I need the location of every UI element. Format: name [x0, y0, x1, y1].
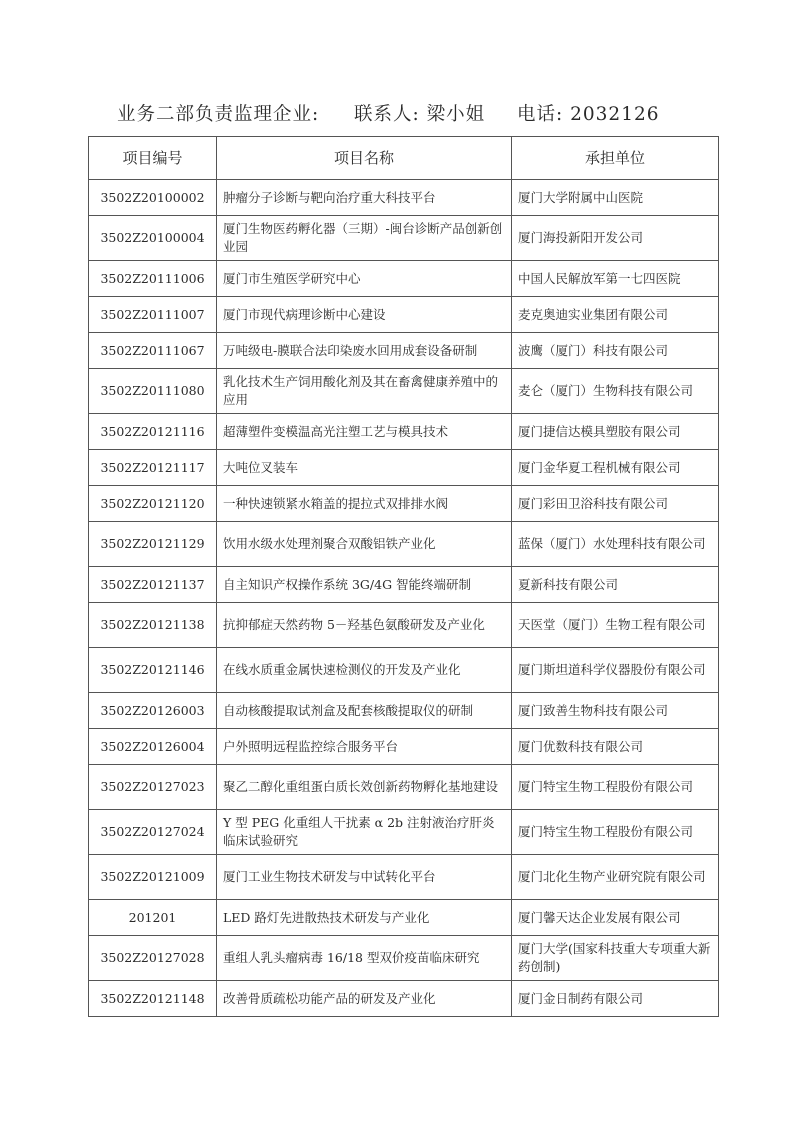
project-name-cell: LED 路灯先进散热技术研发与产业化 [217, 900, 512, 936]
project-name-cell: 大吨位叉装车 [217, 450, 512, 486]
project-name-cell: Y 型 PEG 化重组人干扰素 α 2b 注射液治疗肝炎临床试验研究 [217, 810, 512, 855]
project-name-cell: 厦门市现代病理诊断中心建设 [217, 297, 512, 333]
project-code-cell: 3502Z20126004 [89, 729, 217, 765]
project-name-cell: 乳化技术生产饲用酸化剂及其在畜禽健康养殖中的应用 [217, 369, 512, 414]
project-code-cell: 3502Z20121120 [89, 486, 217, 522]
table-row [89, 297, 719, 333]
project-unit-cell: 厦门优数科技有限公司 [512, 729, 719, 765]
project-unit-cell: 厦门大学(国家科技重大专项重大新药创制) [512, 936, 719, 981]
project-unit-cell: 厦门金华夏工程机械有限公司 [512, 450, 719, 486]
project-name-cell: 在线水质重金属快速检测仪的开发及产业化 [217, 648, 512, 693]
project-unit-cell: 麦克奥迪实业集团有限公司 [512, 297, 719, 333]
page-header [117, 100, 717, 126]
project-table [88, 136, 719, 1017]
project-code-cell: 201201 [89, 900, 217, 936]
project-unit-cell: 天医堂（厦门）生物工程有限公司 [512, 603, 719, 648]
project-code-cell: 3502Z20121117 [89, 450, 217, 486]
column-header-name: 项目名称 [217, 137, 512, 180]
project-unit-cell: 厦门金日制药有限公司 [512, 981, 719, 1017]
project-unit-cell: 厦门北化生物产业研究院有限公司 [512, 855, 719, 900]
project-code-cell: 3502Z20127023 [89, 765, 217, 810]
column-header-code: 项目编号 [89, 137, 217, 180]
table-row [89, 603, 719, 648]
project-unit-cell: 波鹰（厦门）科技有限公司 [512, 333, 719, 369]
project-name-cell: 自主知识产权操作系统 3G/4G 智能终端研制 [217, 567, 512, 603]
table-row [89, 900, 719, 936]
table-row [89, 180, 719, 216]
project-unit-cell: 夏新科技有限公司 [512, 567, 719, 603]
table-row [89, 567, 719, 603]
project-name-cell: 厦门市生殖医学研究中心 [217, 261, 512, 297]
project-unit-cell: 厦门特宝生物工程股份有限公司 [512, 810, 719, 855]
phone-label: 电话: 2032126 [517, 104, 660, 125]
table-row [89, 333, 719, 369]
table-header-row [89, 137, 719, 180]
table-row [89, 765, 719, 810]
project-code-cell: 3502Z20121138 [89, 603, 217, 648]
table-row [89, 522, 719, 567]
project-code-cell: 3502Z20121137 [89, 567, 217, 603]
project-name-cell: 万吨级电-膜联合法印染废水回用成套设备研制 [217, 333, 512, 369]
project-unit-cell: 厦门彩田卫浴科技有限公司 [512, 486, 719, 522]
project-unit-cell: 厦门致善生物科技有限公司 [512, 693, 719, 729]
table-row [89, 261, 719, 297]
project-name-cell: 超薄塑件变模温高光注塑工艺与模具技术 [217, 414, 512, 450]
table-row [89, 414, 719, 450]
project-code-cell: 3502Z20121009 [89, 855, 217, 900]
project-name-cell: 聚乙二醇化重组蛋白质长效创新药物孵化基地建设 [217, 765, 512, 810]
contact-label: 联系人: 梁小姐 [354, 104, 486, 125]
table-row [89, 450, 719, 486]
project-name-cell: 厦门生物医药孵化器（三期）-闽台诊断产品创新创业园 [217, 216, 512, 261]
project-unit-cell: 厦门特宝生物工程股份有限公司 [512, 765, 719, 810]
project-code-cell: 3502Z20121116 [89, 414, 217, 450]
table-row [89, 855, 719, 900]
project-unit-cell: 厦门捷信达模具塑胶有限公司 [512, 414, 719, 450]
project-unit-cell: 厦门馨天达企业发展有限公司 [512, 900, 719, 936]
department-label: 业务二部负责监理企业: [117, 104, 320, 125]
project-code-cell: 3502Z20121129 [89, 522, 217, 567]
project-code-cell: 3502Z20111007 [89, 297, 217, 333]
project-unit-cell: 中国人民解放军第一七四医院 [512, 261, 719, 297]
table-row [89, 648, 719, 693]
project-name-cell: 抗抑郁症天然药物 5－羟基色氨酸研发及产业化 [217, 603, 512, 648]
table-row [89, 729, 719, 765]
project-name-cell: 重组人乳头瘤病毒 16/18 型双价疫苗临床研究 [217, 936, 512, 981]
project-unit-cell: 厦门海投新阳开发公司 [512, 216, 719, 261]
project-code-cell: 3502Z20127028 [89, 936, 217, 981]
project-code-cell: 3502Z20121146 [89, 648, 217, 693]
project-name-cell: 饮用水级水处理剂聚合双酸铝铁产业化 [217, 522, 512, 567]
table-row [89, 216, 719, 261]
project-unit-cell: 蓝保（厦门）水处理科技有限公司 [512, 522, 719, 567]
project-code-cell: 3502Z20126003 [89, 693, 217, 729]
table-row [89, 369, 719, 414]
project-code-cell: 3502Z20100004 [89, 216, 217, 261]
project-code-cell: 3502Z20111080 [89, 369, 217, 414]
table-row [89, 693, 719, 729]
table-row [89, 936, 719, 981]
table-row [89, 981, 719, 1017]
table-row [89, 486, 719, 522]
project-name-cell: 改善骨质疏松功能产品的研发及产业化 [217, 981, 512, 1017]
project-code-cell: 3502Z20127024 [89, 810, 217, 855]
project-name-cell: 肿瘤分子诊断与靶向治疗重大科技平台 [217, 180, 512, 216]
project-unit-cell: 厦门大学附属中山医院 [512, 180, 719, 216]
project-code-cell: 3502Z20111006 [89, 261, 217, 297]
project-unit-cell: 厦门斯坦道科学仪器股份有限公司 [512, 648, 719, 693]
project-name-cell: 自动核酸提取试剂盒及配套核酸提取仪的研制 [217, 693, 512, 729]
project-name-cell: 厦门工业生物技术研发与中试转化平台 [217, 855, 512, 900]
project-unit-cell: 麦仑（厦门）生物科技有限公司 [512, 369, 719, 414]
project-name-cell: 一种快速锁紧水箱盖的提拉式双排排水阀 [217, 486, 512, 522]
project-name-cell: 户外照明远程监控综合服务平台 [217, 729, 512, 765]
column-header-unit: 承担单位 [512, 137, 719, 180]
project-code-cell: 3502Z20121148 [89, 981, 217, 1017]
table-row [89, 810, 719, 855]
project-code-cell: 3502Z20111067 [89, 333, 217, 369]
project-code-cell: 3502Z20100002 [89, 180, 217, 216]
